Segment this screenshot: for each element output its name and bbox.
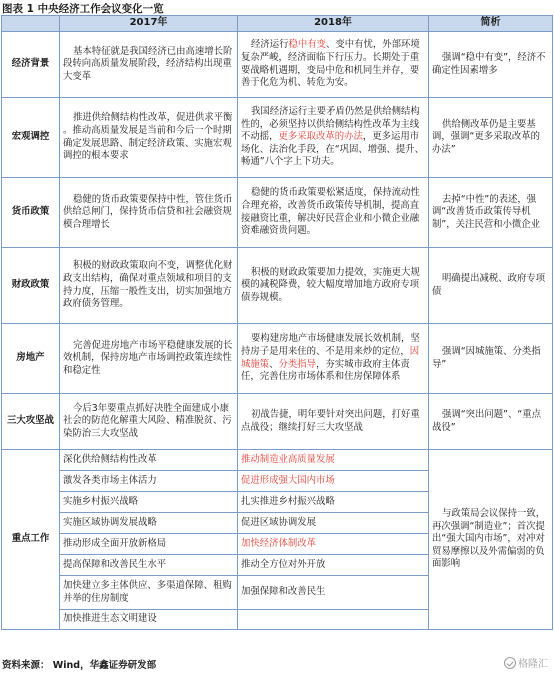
cell-2017: 推进供给侧结构性改革，促进供求平衡 。推动高质量发展是当前和今后一个时期确定发展思路、制定经济政策、实施宏观调控的根本要求 xyxy=(60,98,238,178)
cell-2017: 基本特征就是我国经济已由高速增长阶段转向高质量发展阶段，经济结构出现重大变革 xyxy=(60,32,238,98)
cell-analysis: 与政策局会议保持一致，再次强调“制造业”；首次提出“强大国内市场”，对冲对贸易摩擦以及外需偏弱的负面影响 xyxy=(429,450,553,630)
category-cell: 宏观调控 xyxy=(2,98,60,178)
cell-2018 xyxy=(238,98,429,178)
cell-2018: 促进区域协调发展 xyxy=(238,513,429,534)
header-2017: 2017年 xyxy=(60,16,238,32)
cell-2018 xyxy=(238,32,429,98)
watermark xyxy=(504,655,548,670)
source-note: 资料来源： Wind，华鑫证券研发部 xyxy=(2,660,157,671)
highlight-text: 分类指导 xyxy=(278,358,317,370)
highlight-text: 更多采取改革的办法 xyxy=(278,131,363,143)
cell-2018: 扎实推进乡村振兴战略 xyxy=(238,492,429,513)
cell-2018 xyxy=(238,610,429,630)
cell-2017: 稳健的货币政策要保持中性，管住货币供给总闸门，保持货币信贷和社会融资规模合理增长 xyxy=(60,178,238,248)
highlight-text: 稳中有变 xyxy=(288,39,327,51)
row-fiscal-policy xyxy=(2,248,553,324)
cell-analysis: 供给侧改革仍是主要基调，强调“更多采取改革的办法” xyxy=(429,98,553,178)
cell-2018: 加强保障和改善民生 xyxy=(238,576,429,610)
text-segment: 、变中有忧，外部环境复杂严峻，经济面临下行压力。长期处于重要战略机遇期，变局中危和机同生并存，要善于化危为机、转危为安。 xyxy=(241,39,420,89)
header-2018: 2018年 xyxy=(238,16,429,32)
category-cell: 重点工作 xyxy=(2,450,60,630)
category-cell: 经济背景 xyxy=(2,32,60,98)
row-economic-background xyxy=(2,32,553,98)
cell-2017: 积极的财政政策取向不变，调整优化财政支出结构，确保对重点领域和项目的支持力度，压缩一般性支出，切实加强地方政府债务管理。 xyxy=(60,248,238,324)
cell-analysis: 去掉“中性”的表述，强调“改善货币政策传导机制”，关注民营和小微企业 xyxy=(429,178,553,248)
header-row xyxy=(2,16,553,32)
cell-2018 xyxy=(238,324,429,394)
cell-2017: 加快建立多主体供应、多渠道保障、租购并举的住房制度 xyxy=(60,576,238,610)
category-cell: 财政政策 xyxy=(2,248,60,324)
text-segment: 经济运行 xyxy=(251,39,289,51)
cell-2018: 推动制造业高质量发展 xyxy=(238,450,429,471)
cell-2017: 深化供给侧结构性改革 xyxy=(60,450,238,471)
highlight-text: 因城施策 xyxy=(241,345,420,370)
cell-2017: 实施区域协调发展战略 xyxy=(60,513,238,534)
row-three-battles xyxy=(2,394,553,450)
category-cell: 房地产 xyxy=(2,324,60,394)
header-blank xyxy=(2,16,60,32)
header-analysis: 简析 xyxy=(429,16,553,32)
text-segment: ，夯实城市政府主体责任，完善住房市场体系和住房保障体系 xyxy=(241,358,410,383)
cell-2017: 激发各类市场主体活力 xyxy=(60,471,238,492)
cell-2017: 今后3年要重点抓好决胜全面建成小康社会的防范化解重大风险、精准脱贫、污染防治三大攻坚战 xyxy=(60,394,238,450)
row-macro-control xyxy=(2,98,553,178)
cell-2018: 促进形成强大国内市场 xyxy=(238,471,429,492)
cell-2017: 完善促进房地产市场平稳健康发展的长效机制，保持房地产市场调控政策连续性和稳定性 xyxy=(60,324,238,394)
row-real-estate xyxy=(2,324,553,394)
text-segment: 要构建房地产市场健康发展长效机制，坚持房子是用来住的、不是用来炒的定位， xyxy=(241,333,420,357)
cell-2017: 实施乡村振兴战略 xyxy=(60,492,238,513)
text-segment: 我国经济运行主要矛盾仍然是供给侧结构性的，必须坚持以供给侧结构性改革为主线不动摇， xyxy=(241,106,420,143)
text-segment: 、 xyxy=(269,358,279,370)
cell-2018: 初战告捷，明年要针对突出问题，打好重点战役；继续打好三大攻坚战 xyxy=(238,394,429,450)
cell-analysis: 强调“因城施策、分类指导” xyxy=(429,324,553,394)
figure-title: 图表 1 中央经济工作会议变化一览 xyxy=(2,3,164,15)
category-cell: 货币政策 xyxy=(2,178,60,248)
cell-2017: 加快推进生态文明建设 xyxy=(60,610,238,630)
watermark-logo-icon xyxy=(504,657,516,669)
cell-2018: 积极的财政政策要加力提效，实施更大规模的减税降费，较大幅度增加地方政府专项债券规模。 xyxy=(238,248,429,324)
text-segment: ，更多运用市场化、法治化手段，在“巩固、增强、提升、畅通”八个字上下功夫。 xyxy=(241,131,424,168)
row-monetary-policy xyxy=(2,178,553,248)
category-cell: 三大攻坚战 xyxy=(2,394,60,450)
cell-analysis: 强调“突出问题”、“重点战役” xyxy=(429,394,553,450)
cell-2017: 提高保障和改善民生水平 xyxy=(60,555,238,576)
watermark-text: 格隆汇 xyxy=(518,659,548,670)
cell-analysis: 强调“稳中有变”，经济不确定性因素增多 xyxy=(429,32,553,98)
cell-2018: 推动全方位对外开放 xyxy=(238,555,429,576)
cell-2018: 加快经济体制改革 xyxy=(238,534,429,555)
cell-2017: 推动形成全面开放新格局 xyxy=(60,534,238,555)
key-work-row xyxy=(2,450,553,471)
comparison-table xyxy=(1,15,553,630)
cell-analysis: 明确提出减税、政府专项债 xyxy=(429,248,553,324)
cell-2018: 稳健的货币政策要松紧适度，保持流动性合理充裕，改善货币政策传导机制，提高直接融资比重，解决好民营企业和小微企业融资难融资贵问题。 xyxy=(238,178,429,248)
